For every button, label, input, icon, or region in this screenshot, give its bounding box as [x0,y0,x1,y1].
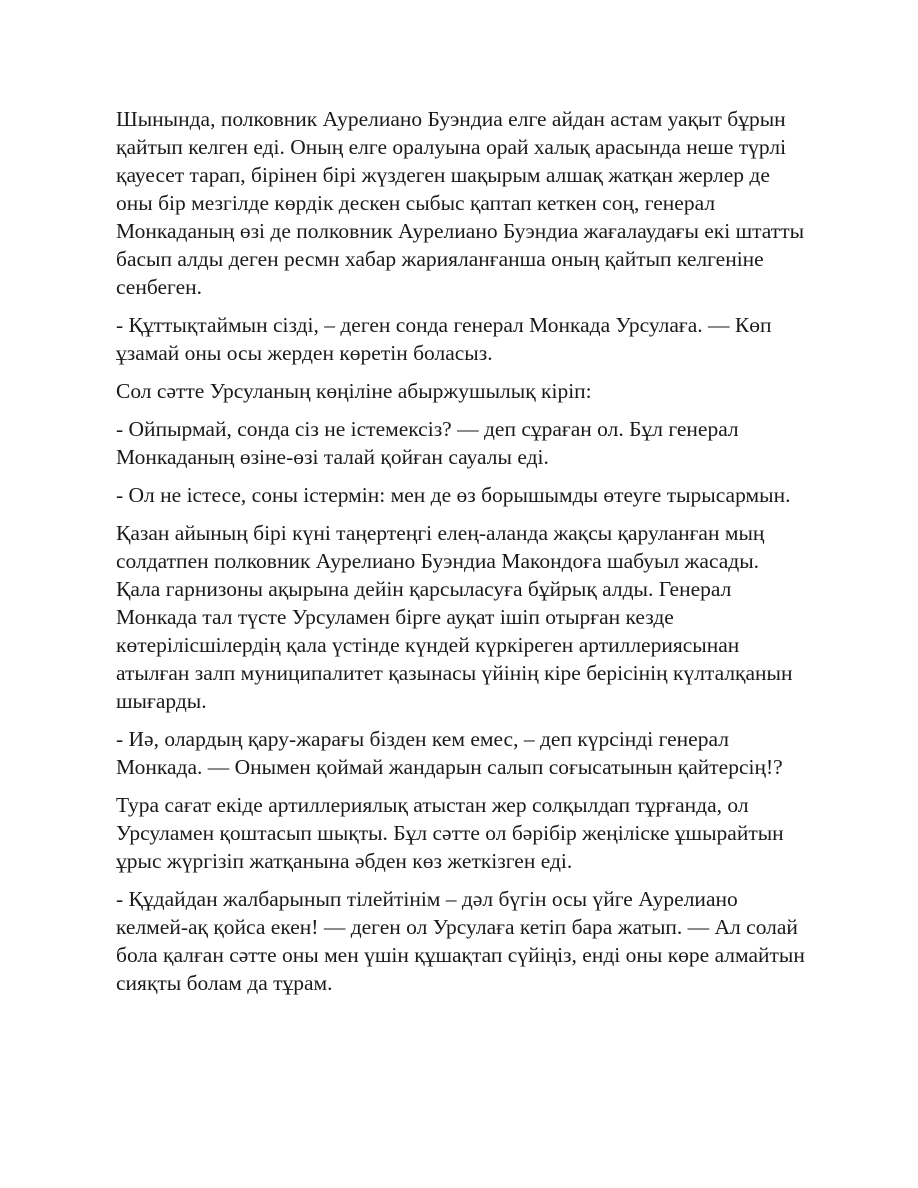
document-page [116,105,806,1007]
paragraph-7: - Иә, олардың қару-жарағы бізден кем емес, – деп күрсінді генерал Монкада. — Онымен қоймай жандарын салып соғысатынын қайтерсің!? [116,727,783,779]
paragraph-4: - Ойпырмай, сонда сіз не істемексіз? — деп сұраған ол. Бұл генерал Монкаданың өзіне-өзі талай қойған сауалы еді. [116,417,739,469]
paragraph-5: - Ол не істесе, соны істермін: мен де өз борышымды өтеуге тырысармын. [116,483,791,507]
paragraph-3: Сол сәтте Урсуланың көңіліне абыржушылық кіріп: [116,379,592,403]
paragraph-9: - Құдайдан жалбарынып тілейтінім – дәл бүгін осы үйге Аурелиано келмей-ақ қойса екен! — деген ол Урсулаға кетіп бара жатып. — Ал солай бола қалған сәтте оны мен үшін құшақтап сүйіңіз, енді оны көре алмайтын сияқты болам да тұрам. [116,887,805,995]
paragraph-6: Қазан айының бірі күні таңертеңгі елең-аланда жақсы қаруланған мың солдатпен полковник Аурелиано Буэндиа Макондоға шабуыл жасады. Қала гарнизоны ақырына дейін қарсыласуға бұйрық алды. Генерал Монкада тал түсте Урсуламен бірге ауқат ішіп отырған кезде көтерілісшілердің қала үстінде күндей күркіреген артиллериясынан атылған залп муниципалитет қазынасы үйінің кіре берісінің күлталқанын шығарды. [116,521,793,713]
paragraph-1: Шынында, полковник Аурелиано Буэндиа елге айдан астам уақыт бұрын қайтып келген еді. Оның елге оралуына орай халық арасында неше түрлі қауесет тарап, бірінен бірі жүздеген шақырым алшақ жатқан жерлер де оны бір мезгілде көрдік дескен сыбыс қаптап кеткен соң, генерал Монкаданың өзі де полковник Аурелиано Буэндиа жағалаудағы екі штатты басып алды деген ресмн хабар жарияланғанша оның қайтып келгеніне сенбеген. [116,107,805,299]
paragraph-8: Тура сағат екіде артиллериялық атыстан жер солқылдап тұрғанда, ол Урсуламен қоштасып шықты. Бұл сәтте ол бәрібір жеңіліске ұшырайтын ұрыс жүргізіп жатқанына әбден көз жеткізген еді. [116,793,784,873]
paragraph-2: - Құттықтаймын сізді, – деген сонда генерал Монкада Урсулаға. — Көп ұзамай оны осы жерден көретін боласыз. [116,313,772,365]
